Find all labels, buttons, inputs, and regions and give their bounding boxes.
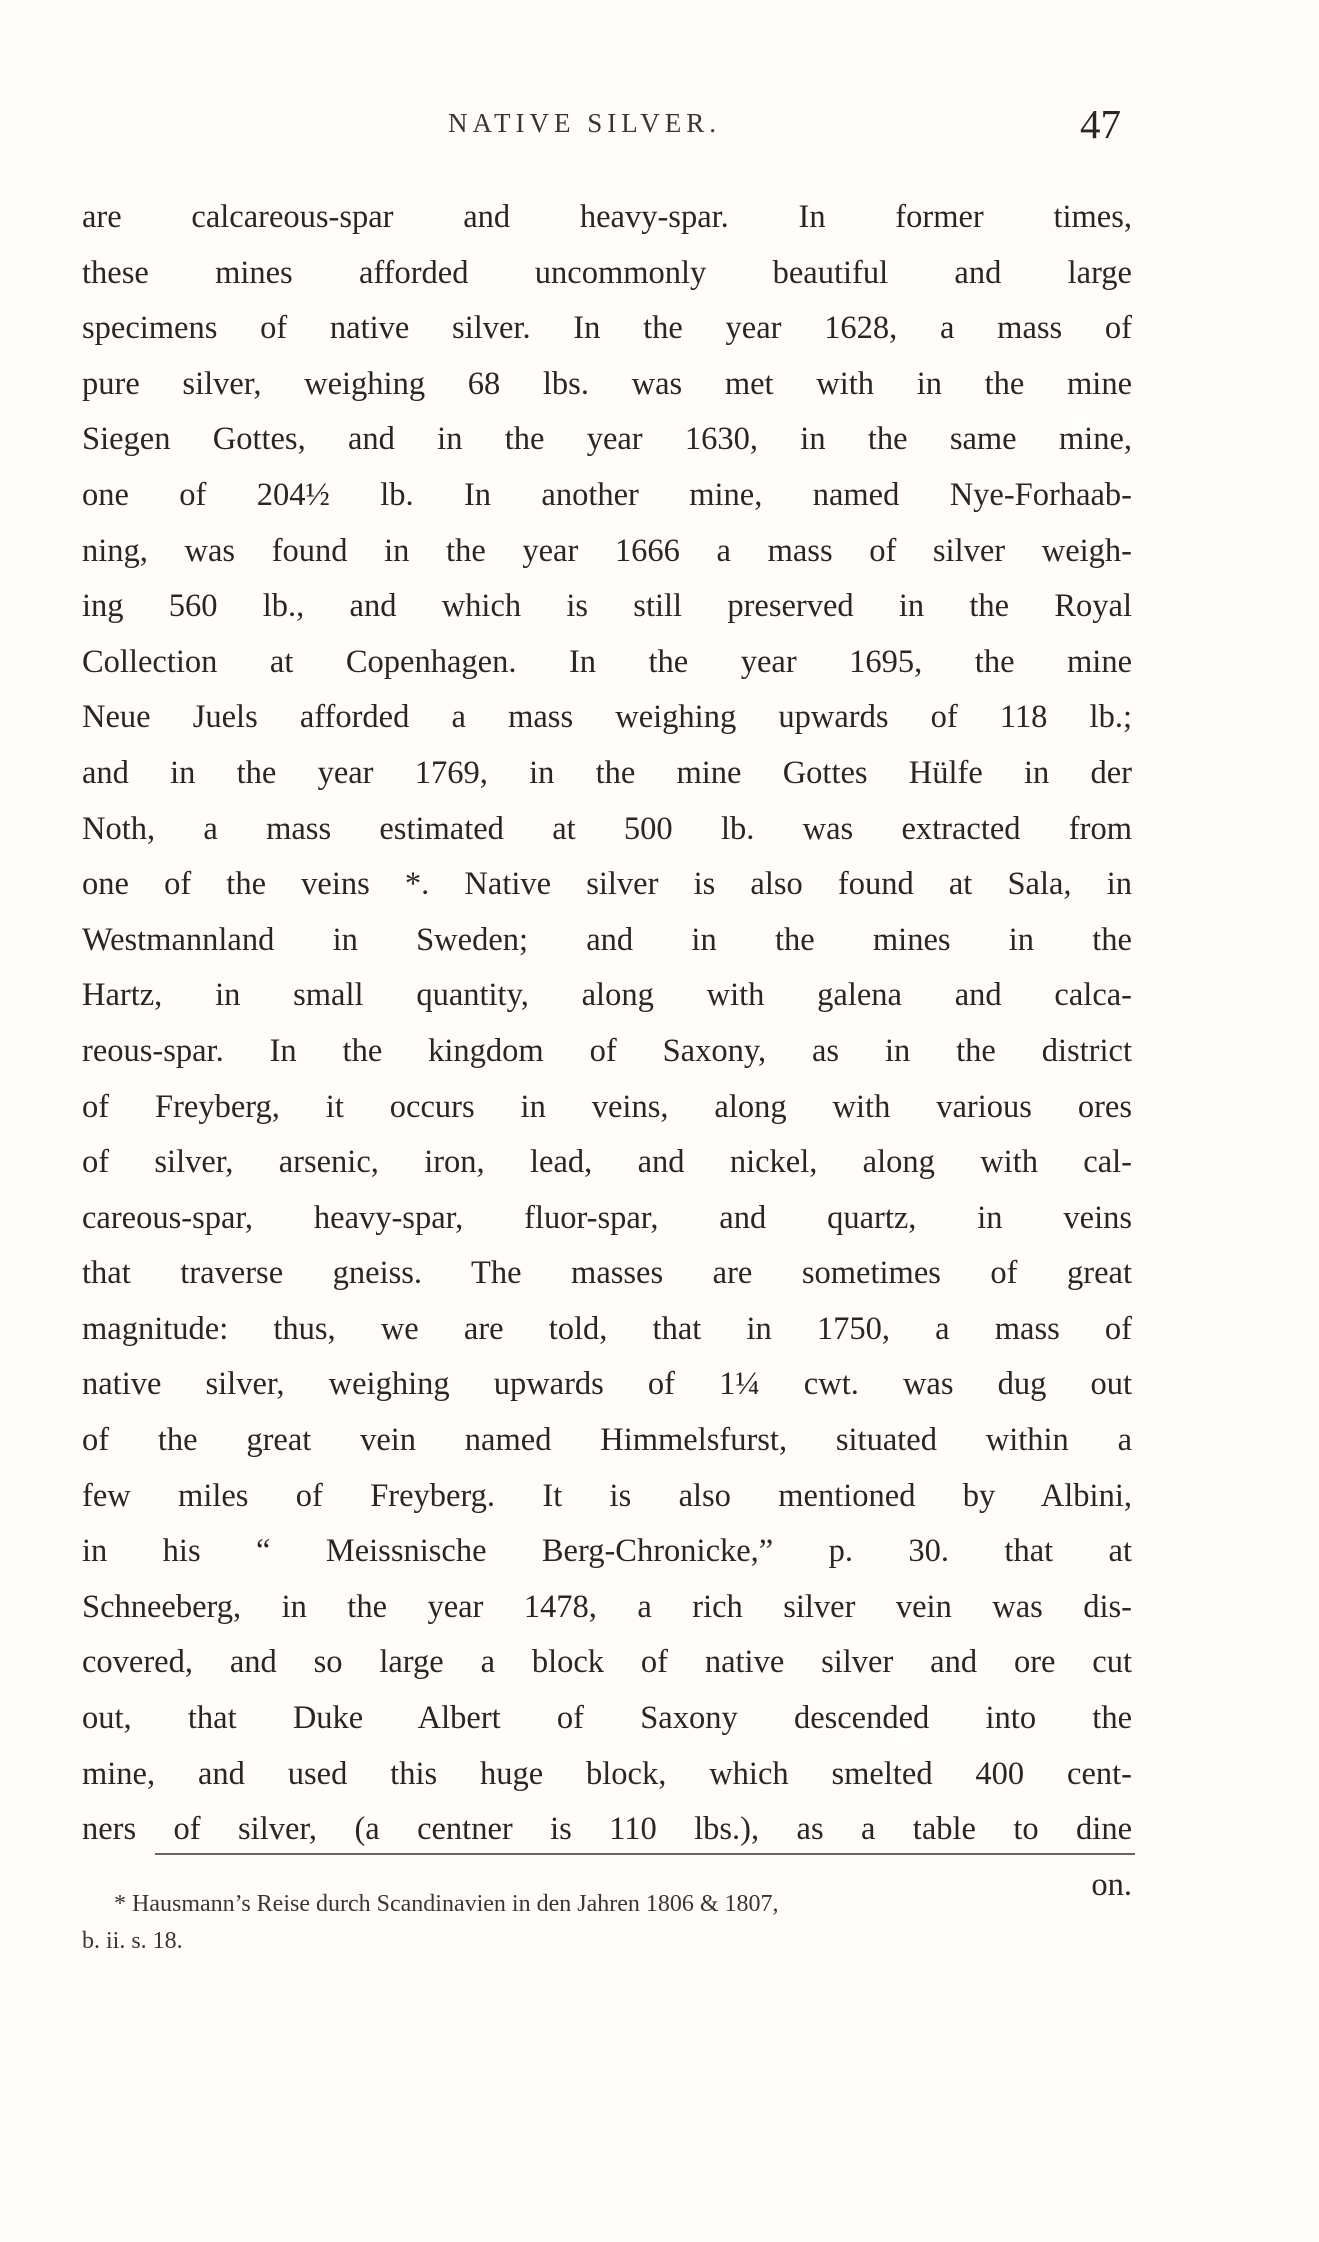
running-title: NATIVE SILVER. — [448, 108, 722, 138]
footnote-rule — [155, 1853, 1135, 1855]
text-line: in his “ Meissnische Berg-Chronicke,” p. 30. that at — [82, 1533, 1132, 1570]
text-line: that traverse gneiss. The masses are sometimes of great — [82, 1255, 1132, 1292]
text-line: these mines afforded uncommonly beautiful and large — [82, 254, 1132, 291]
text-line: Neue Juels afforded a mass weighing upwards of 118 lb.; — [82, 699, 1132, 736]
text-line: Hartz, in small quantity, along with galena and calca- — [82, 977, 1132, 1014]
text-line: of Freyberg, it occurs in veins, along with various ores — [82, 1088, 1132, 1125]
text-line: specimens of native silver. In the year 1628, a mass of — [82, 310, 1132, 347]
body-text — [82, 190, 1132, 1913]
text-line: of silver, arsenic, iron, lead, and nickel, along with cal- — [82, 1144, 1132, 1181]
footnote — [82, 1886, 1132, 1960]
text-line: magnitude: thus, we are told, that in 1750, a mass of — [82, 1310, 1132, 1347]
text-line: are calcareous-spar and heavy-spar. In former times, — [82, 199, 1132, 235]
text-line: Siegen Gottes, and in the year 1630, in the same mine, — [82, 421, 1132, 458]
text-line: Schneeberg, in the year 1478, a rich silver vein was dis- — [82, 1588, 1132, 1625]
text-line: Noth, a mass estimated at 500 lb. was extracted from — [82, 810, 1132, 847]
text-line: ing 560 lb., and which is still preserved in the Royal — [82, 588, 1132, 625]
text-line: one of 204½ lb. In another mine, named Nye-Forhaab- — [82, 476, 1132, 513]
text-line: careous-spar, heavy-spar, fluor-spar, and quartz, in veins — [82, 1199, 1132, 1236]
page-number: 47 — [1080, 101, 1121, 147]
text-line: ners of silver, (a centner is 110 lbs.), as a table to dine — [82, 1811, 1132, 1848]
text-line: of the great vein named Himmelsfurst, situated within a — [82, 1422, 1132, 1459]
text-line: reous-spar. In the kingdom of Saxony, as in the district — [82, 1032, 1132, 1069]
footnote-line: * Hausmann’s Reise durch Scandinavien in den Jahren 1806 & 1807, — [114, 1891, 779, 1917]
text-line: mine, and used this huge block, which smelted 400 cent- — [82, 1755, 1132, 1792]
text-line: covered, and so large a block of native silver and ore cut — [82, 1644, 1132, 1681]
text-line: native silver, weighing upwards of 1¼ cwt. was dug out — [82, 1366, 1132, 1403]
text-line: Westmannland in Sweden; and in the mines in the — [82, 921, 1132, 958]
text-line: ning, was found in the year 1666 a mass of silver weigh- — [82, 532, 1132, 569]
text-line: few miles of Freyberg. It is also mentioned by Albini, — [82, 1477, 1132, 1514]
text-line: one of the veins *. Native silver is also found at Sala, in — [82, 866, 1132, 903]
text-line: pure silver, weighing 68 lbs. was met with in the mine — [82, 365, 1132, 402]
footnote-line: b. ii. s. 18. — [82, 1928, 183, 1954]
text-line: Collection at Copenhagen. In the year 1695, the mine — [82, 643, 1132, 680]
text-line: and in the year 1769, in the mine Gottes Hülfe in der — [82, 754, 1132, 791]
text-line: out, that Duke Albert of Saxony descended into the — [82, 1700, 1132, 1737]
text-line-final: on. — [1091, 1866, 1132, 1903]
